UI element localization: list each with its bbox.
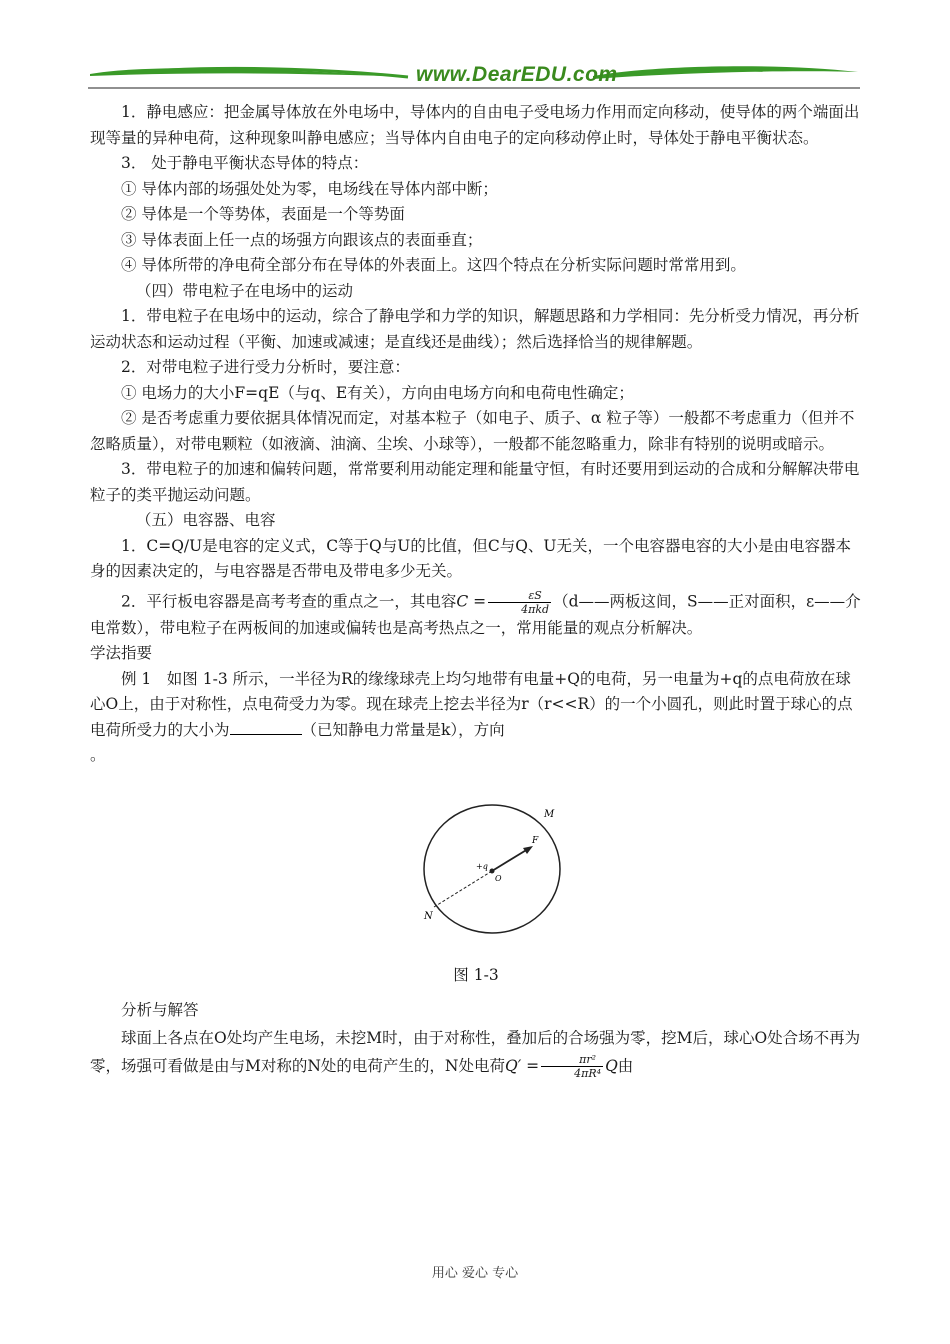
capacitor-text-pre: 2．平行板电容器是高考考查的重点之一，其电容	[121, 592, 457, 610]
list-item: ④ 导体所带的净电荷全部分布在导体的外表面上。这四个特点在分析实际问题时常常用到。	[121, 256, 746, 274]
section-title: 学法指要	[90, 644, 153, 662]
figure-1-3	[90, 797, 862, 947]
paragraph: 1．静电感应：把金属导体放在外电场中，导体内的自由电子受电场力作用而定向移动，使导体的两个端面出现等量的异种电荷，这种现象叫静电感应；当导体内自由电子的定向移动停止时，导体处于静电平衡状态。	[90, 103, 860, 147]
list-item: ② 是否考虑重力要依据具体情况而定，对基本粒子（如电子、质子、α 粒子等）一般都不考虑重力（但并不忽略质量），对带电颗粒（如液滴、油滴、尘埃、小球等），一般都不能忽略重力，除非有特别的说明或暗示。	[90, 409, 855, 453]
formula-numerator: εS	[488, 589, 551, 603]
section-heading: （五）电容器、电容	[136, 511, 276, 529]
example-text-post: （已知静电力常量是k），方向	[301, 720, 505, 739]
paragraph: 3．带电粒子的加速和偏转问题，常常要利用动能定理和能量守恒，有时还要用到运动的合成和分解解决带电粒子的类平抛运动问题。	[90, 460, 860, 504]
formula-denominator: 4πkd	[521, 602, 550, 616]
list-item: ③ 导体表面上任一点的场强方向跟该点的表面垂直；	[121, 230, 483, 249]
center-point	[490, 868, 495, 873]
capacitor-formula-lhs: C =	[456, 592, 487, 610]
list-item: ② 导体是一个等势体，表面是一个等势面	[121, 205, 405, 223]
capacitor-formula	[488, 589, 551, 616]
label-q: +q	[476, 861, 488, 871]
figure-caption: 图 1-3	[453, 965, 499, 984]
example-text-pre: 例 1 如图 1-3 所示，一半径为R的缘缘球壳上均匀地带有电量+Q的电荷，另一电量为+q的点电荷放在球心O上，由于对称性，点电荷受力为零。现在球壳上挖去半径为r（r<<R）的一个小圆孔，则此时置于球心的点电荷所受力的大小为	[90, 669, 853, 739]
analysis-formula	[541, 1053, 603, 1080]
paragraph: 2．对带电粒子进行受力分析时，要注意：	[121, 358, 410, 376]
label-m: M	[544, 808, 555, 820]
analysis-formula-lhs: Q′ =	[505, 1056, 540, 1075]
list-item: ① 导体内部的场强处处为零，电场线在导体内部中断；	[121, 179, 498, 198]
analysis-title: 分析与解答	[121, 1001, 199, 1019]
force-arrowhead	[523, 846, 533, 854]
dashed-line-n	[434, 871, 492, 907]
force-arrow-line	[492, 849, 528, 871]
example-text-tail: 。	[90, 746, 106, 764]
label-f: F	[532, 835, 539, 846]
page-footer: 用心 爱心 专心	[431, 1266, 519, 1281]
paragraph-capacitor	[90, 589, 862, 642]
page-header	[88, 62, 860, 90]
formula-numerator: πr²	[541, 1053, 603, 1067]
label-o: O	[495, 873, 502, 883]
example-paragraph	[90, 667, 862, 769]
analysis-formula-rhs: Q	[605, 1056, 618, 1075]
paragraph: 1．带电粒子在电场中的运动，综合了静电学和力学的知识，解题思路和力学相同：先分析受力情况，再分析运动状态和运动过程（平衡、加速或减速；是直线还是曲线）；然后选择恰当的规律解题。	[90, 307, 860, 351]
analysis-paragraph	[90, 1024, 862, 1081]
site-logo[interactable]: www.DearEDU.com	[416, 63, 618, 86]
analysis-text-post: 由	[617, 1056, 634, 1075]
section-heading: （四）带电粒子在电场中的运动	[136, 281, 354, 300]
list-item: ① 电场力的大小F=qE（与q、E有关），方向由电场方向和电荷电性确定；	[121, 383, 634, 402]
paragraph: 3． 处于静电平衡状态导体的特点：	[121, 154, 369, 172]
formula-denominator: 4πR⁴	[574, 1067, 602, 1080]
paragraph: 1．C=Q/U是电容的定义式，C等于Q与U的比值，但C与Q、U无关，一个电容器电容的大小是由电容器本身的因素决定的，与电容器是否带电及带电多少无关。	[90, 536, 851, 580]
label-n: N	[424, 910, 433, 922]
answer-blank[interactable]	[230, 720, 302, 735]
analysis-text-pre: 球面上各点在O处均产生电场，未挖M时，由于对称性，叠加后的合场强为零，挖M后，球心O处合场不再为零，场强可看做是由与M对称的N处的电荷产生的，N处电荷	[90, 1028, 861, 1075]
document-body	[90, 100, 862, 1080]
sphere-diagram	[420, 797, 570, 947]
capacitor-text-post: （d——两板这间，S——正对面积，ε——介电常数），带电粒子在两板间的加速或偏转也是高考热点之一，常用能量的观点分析解决。	[90, 592, 861, 637]
